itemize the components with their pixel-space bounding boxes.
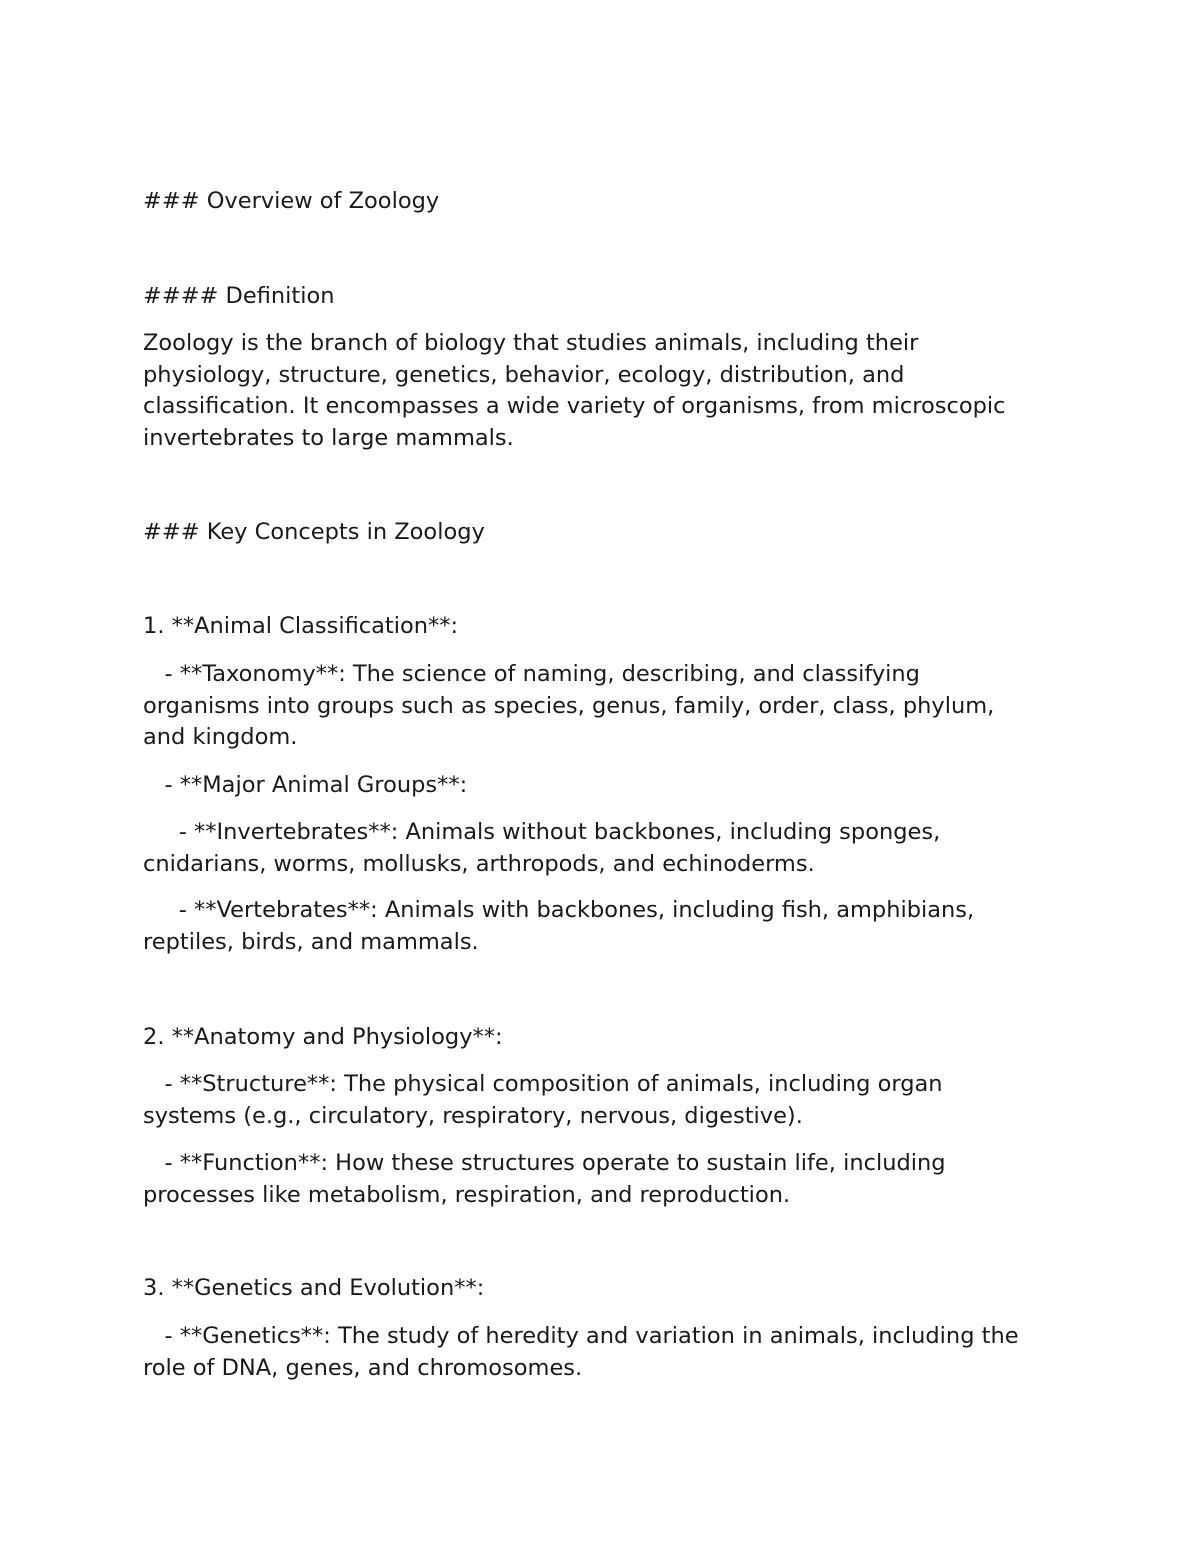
list-item-title-genetics-evolution: 3. **Genetics and Evolution**:: [143, 1275, 485, 1301]
list-item-structure: - **Structure**: The physical composition of animals, including organ systems (e.g., circulatory, respiratory, nervous, digestive).: [143, 1071, 943, 1129]
list-item-function: - **Function**: How these structures operate to sustain life, including processes like metabolism, respiration, and reproduction.: [143, 1150, 946, 1208]
heading-overview: ### Overview of Zoology: [143, 188, 440, 214]
list-item-title-classification: 1. **Animal Classification**:: [143, 613, 459, 639]
list-item-taxonomy: - **Taxonomy**: The science of naming, describing, and classifying organisms into groups such as species, genus, family, order, class, phylum, and kingdom.: [143, 661, 995, 750]
list-item-vertebrates: - **Vertebrates**: Animals with backbones, including fish, amphibians, reptiles, birds, and mammals.: [143, 897, 975, 955]
definition-paragraph: Zoology is the branch of biology that studies animals, including their physiology, structure, genetics, behavior, ecology, distribution, and classification. It encompasses a wide variety of organisms, from microscopic invertebrates to large mammals.: [143, 330, 1006, 451]
heading-key-concepts: ### Key Concepts in Zoology: [143, 519, 485, 545]
list-item-genetics: - **Genetics**: The study of heredity and variation in animals, including the role of DNA, genes, and chromosomes.: [143, 1323, 1019, 1381]
list-item-major-groups: - **Major Animal Groups**:: [143, 772, 468, 798]
list-item-title-anatomy: 2. **Anatomy and Physiology**:: [143, 1024, 503, 1050]
heading-definition: #### Definition: [143, 283, 335, 309]
list-item-invertebrates: - **Invertebrates**: Animals without backbones, including sponges, cnidarians, worms, mollusks, arthropods, and echinoderms.: [143, 819, 941, 877]
